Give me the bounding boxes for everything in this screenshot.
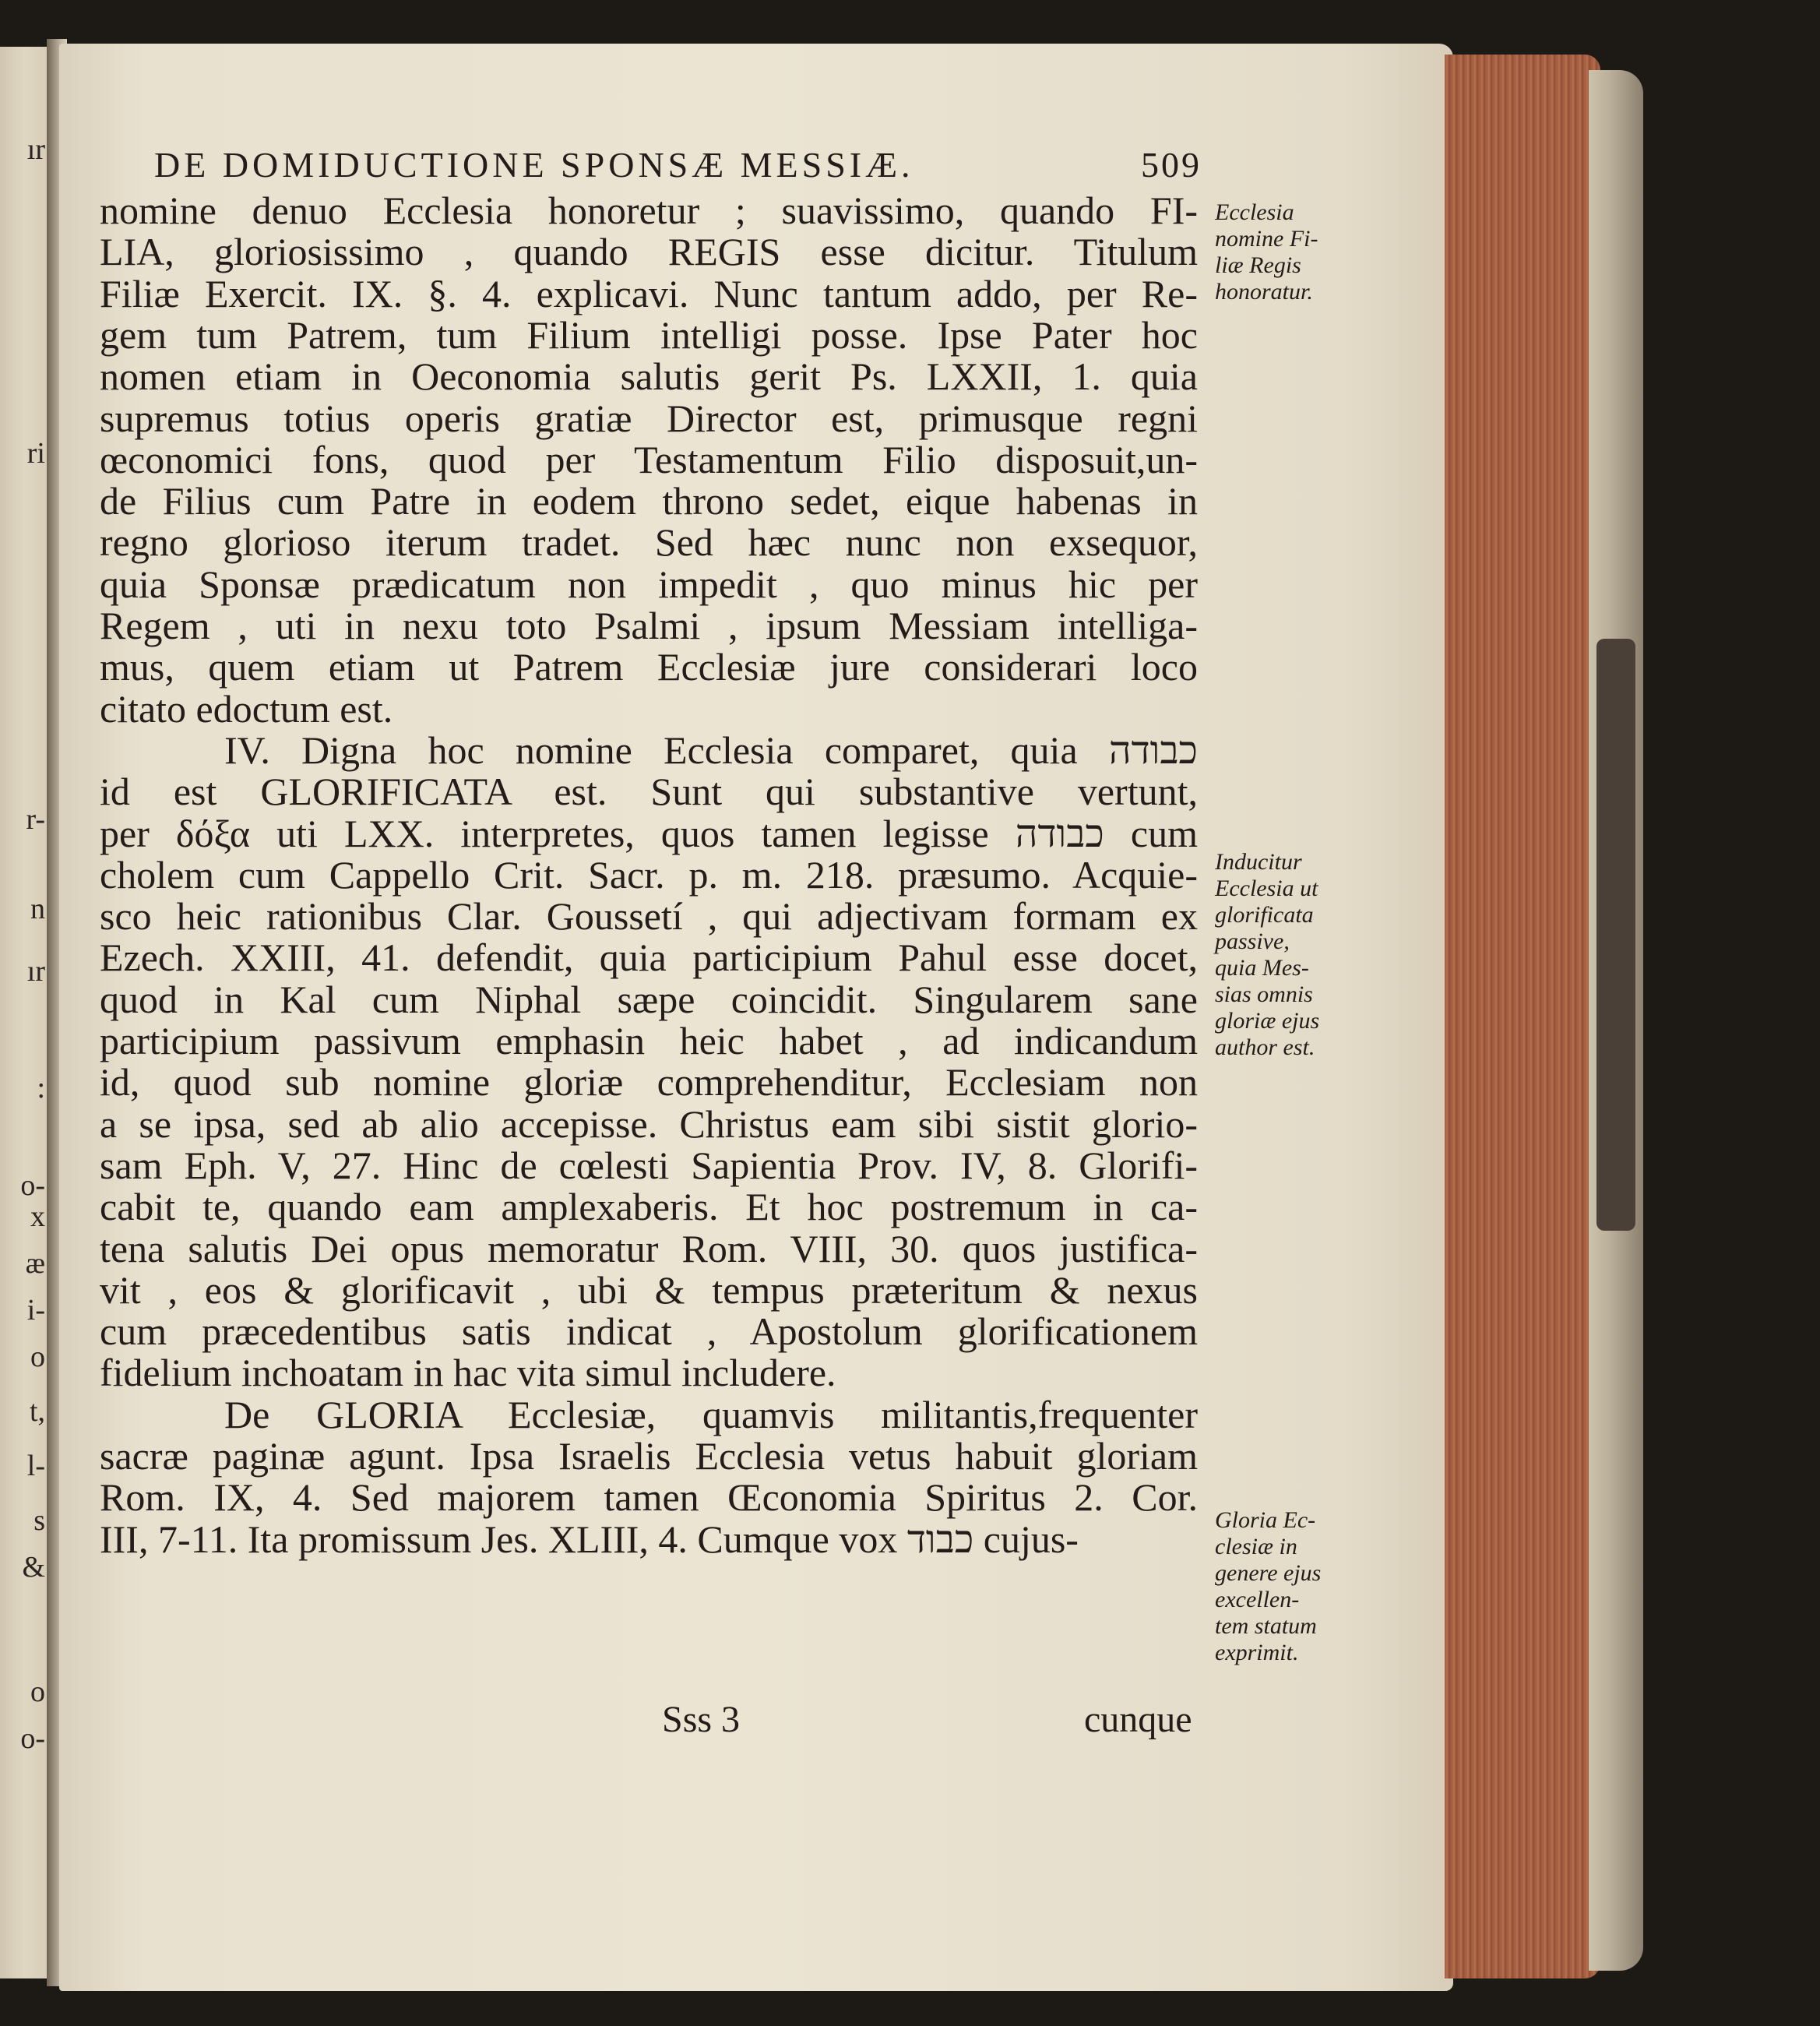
cover-damage bbox=[1596, 639, 1635, 1231]
facing-page-fragment: o- bbox=[20, 1722, 45, 1755]
margin-note bbox=[1215, 1507, 1371, 1666]
margin-note-line: Inducitur bbox=[1215, 849, 1302, 875]
signature-mark: Sss 3 bbox=[662, 1699, 741, 1740]
margin-note-line: glorificata bbox=[1215, 902, 1314, 928]
margin-note-line: author est. bbox=[1215, 1034, 1315, 1060]
text-line: quia Sponsæ prædicatum non impedit , quo minus hic per bbox=[100, 562, 1198, 606]
text-line: citato edoctum est. bbox=[100, 686, 393, 731]
text-line: id, quod sub nomine gloriæ comprehenditur, Ecclesiam non bbox=[100, 1060, 1198, 1105]
margin-note-line: Ecclesia ut bbox=[1215, 876, 1318, 901]
page-fore-edge bbox=[1445, 55, 1600, 1978]
margin-note bbox=[1215, 849, 1371, 1061]
text-line: supremus totius operis gratiæ Director est, primusque regni bbox=[100, 396, 1198, 440]
running-head bbox=[154, 144, 1202, 185]
text-line: regno glorioso iterum tradet. Sed hæc nunc non exsequor, bbox=[100, 520, 1198, 565]
catchword: cunque bbox=[1084, 1699, 1192, 1740]
facing-page-fragment: o bbox=[30, 1675, 45, 1708]
text-line: nomine denuo Ecclesia honoretur ; suavissimo, quando FI- bbox=[100, 189, 1198, 232]
facing-page-fragment: ri bbox=[26, 437, 45, 470]
text-line: sam Eph. V, 27. Hinc de cœlesti Sapientia Prov. IV, 8. Glorifi- bbox=[100, 1143, 1198, 1187]
margin-note-line: exprimit. bbox=[1215, 1640, 1299, 1665]
facing-page-fragment: r- bbox=[26, 803, 45, 836]
text-line: quod in Kal cum Niphal sæpe coincidit. Singularem sane bbox=[100, 977, 1198, 1021]
margin-note-line: quia Mes- bbox=[1215, 955, 1309, 981]
facing-page-fragment: n bbox=[30, 893, 45, 925]
text-line: Rom. IX, 4. Sed majorem tamen Œconomia Spiritus 2. Cor. bbox=[100, 1475, 1198, 1520]
text-line: participium passivum emphasin heic habet , ad indicandum bbox=[100, 1019, 1198, 1062]
facing-page-fragment: l- bbox=[26, 1450, 45, 1482]
text-line: IV. Digna hoc nomine Ecclesia comparet, quia כבודה bbox=[224, 728, 1198, 772]
facing-page-fragment: æ bbox=[25, 1247, 45, 1280]
facing-page-fragment: s bbox=[33, 1504, 45, 1537]
facing-page-fragment: x bbox=[30, 1200, 45, 1233]
facing-page-fragment: ır bbox=[26, 133, 45, 166]
text-line: id est GLORIFICATA est. Sunt qui substantive vertunt, bbox=[100, 770, 1198, 814]
text-line: cabit te, quando eam amplexaberis. Et hoc postremum in ca- bbox=[100, 1185, 1198, 1229]
margin-note-line: sias omnis bbox=[1215, 981, 1313, 1007]
margin-note-line: liæ Regis bbox=[1215, 252, 1301, 278]
text-line: per δόξα uti LXX. interpretes, quos tamen legisse כבודה cum bbox=[100, 811, 1198, 855]
text-line: nomen etiam in Oeconomia salutis gerit Ps. LXXII, 1. quia bbox=[100, 354, 1198, 399]
facing-page-fragment: : bbox=[37, 1072, 45, 1105]
margin-note-line: genere ejus bbox=[1215, 1560, 1322, 1586]
text-line: LIA, gloriosissimo , quando REGIS esse dicitur. Titulum bbox=[100, 230, 1198, 274]
text-line: cholem cum Cappello Crit. Sacr. p. m. 218. præsumo. Acquie- bbox=[100, 852, 1198, 897]
page-number: 509 bbox=[1141, 145, 1202, 185]
text-line: vit , eos & glorificavit , ubi & tempus præteritum & nexus bbox=[100, 1267, 1198, 1312]
text-line: de Filius cum Patre in eodem throno sedet, eique habenas in bbox=[100, 479, 1198, 523]
facing-page-fragment: o- bbox=[20, 1169, 45, 1202]
text-line: sco heic rationibus Clar. Goussetí , qui adjectivam formam ex bbox=[100, 894, 1198, 939]
facing-page-fragment: t, bbox=[29, 1395, 45, 1428]
facing-page-edge bbox=[0, 47, 48, 1978]
margin-note-line: nomine Fi- bbox=[1215, 226, 1318, 252]
margin-note-line: tem statum bbox=[1215, 1613, 1317, 1639]
margin-note-line: honoratur. bbox=[1215, 279, 1313, 305]
facing-page-fragment: ır bbox=[26, 955, 45, 988]
text-line: cum præcedentibus satis indicat , Apostolum glorificationem bbox=[100, 1309, 1198, 1354]
margin-note-line: clesiæ in bbox=[1215, 1534, 1297, 1559]
facing-page-fragment: o bbox=[30, 1341, 45, 1373]
facing-page-fragment: i- bbox=[26, 1294, 45, 1327]
margin-note-line: Ecclesia bbox=[1215, 199, 1294, 225]
text-line: Regem , uti in nexu toto Psalmi , ipsum Messiam intelliga- bbox=[100, 604, 1198, 647]
text-line: sacræ paginæ agunt. Ipsa Israelis Ecclesia vetus habuit gloriam bbox=[100, 1434, 1198, 1478]
text-line: a se ipsa, sed ab alio accepisse. Christus eam sibi sistit glorio- bbox=[100, 1101, 1198, 1146]
text-line: gem tum Patrem, tum Filium intelligi posse. Ipse Pater hoc bbox=[100, 312, 1198, 357]
text-line: Ezech. XXIII, 41. defendit, quia participium Pahul esse docet, bbox=[100, 935, 1198, 980]
text-line: mus, quem etiam ut Patrem Ecclesiæ jure considerari loco bbox=[100, 645, 1198, 689]
text-line: tena salutis Dei opus memoratur Rom. VIII, 30. quos justifica- bbox=[100, 1226, 1198, 1270]
text-line: fidelium inchoatam in hac vita simul includere. bbox=[100, 1351, 836, 1395]
running-head-title: DE DOMIDUCTIONE SPONSÆ MESSIÆ. bbox=[154, 145, 914, 185]
facing-page-fragment: & bbox=[22, 1551, 45, 1584]
margin-note-line: passive, bbox=[1215, 928, 1290, 954]
margin-note bbox=[1215, 199, 1371, 305]
margin-note-line: excellen- bbox=[1215, 1587, 1300, 1612]
margin-note-line: Gloria Ec- bbox=[1215, 1507, 1316, 1533]
text-line: III, 7-11. Ita promissum Jes. XLIII, 4. Cumque vox כבוד cujus- bbox=[100, 1517, 1079, 1561]
text-line: De GLORIA Ecclesiæ, quamvis militantis,frequenter bbox=[224, 1392, 1198, 1436]
margin-note-line: gloriæ ejus bbox=[1215, 1008, 1320, 1034]
text-line: œconomici fons, quod per Testamentum Filio disposuit,un- bbox=[100, 437, 1198, 481]
text-line: Filiæ Exercit. IX. §. 4. explicavi. Nunc tantum addo, per Re- bbox=[100, 271, 1198, 315]
